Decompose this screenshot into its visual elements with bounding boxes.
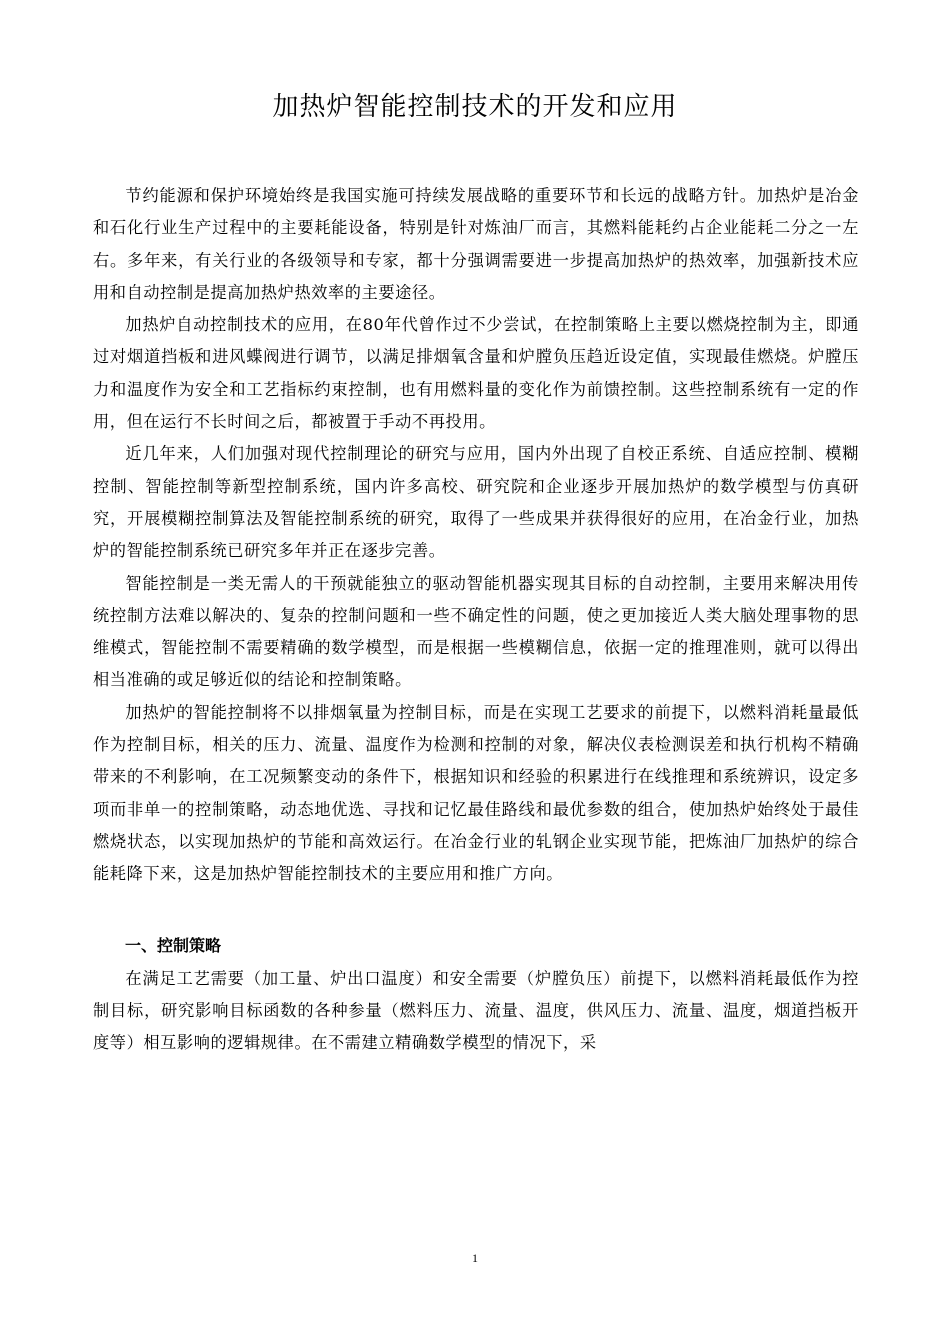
document-body: [93, 180, 859, 1059]
document-title: 加热炉智能控制技术的开发和应用: [272, 92, 678, 122]
intro-paragraph-3: 近几年来，人们加强对现代控制理论的研究与应用，国内外出现了自校正系统、自适应控制、模糊控制、智能控制等新型控制系统，国内许多高校、研究院和企业逐步开展加热炉的数学模型与仿真研究，开展模糊控制算法及智能控制系统的研究，取得了一些成果并获得很好的应用，在冶金行业，加热炉的智能控制系统已研究多年并正在逐步完善。: [93, 444, 859, 561]
page-number: 1: [472, 1251, 478, 1265]
intro-paragraph-2: 加热炉自动控制技术的应用，在80年代曾作过不少尝试，在控制策略上主要以燃烧控制为主，即通过对烟道挡板和进风蝶阀进行调节，以满足排烟氧含量和炉膛负压趋近设定值，实现最佳燃烧。炉膛压力和温度作为安全和工艺指标约束控制，也有用燃料量的变化作为前馈控制。这些控制系统有一定的作用，但在运行不长时间之后，都被置于手动不再投用。: [93, 315, 859, 432]
intro-paragraph-1: 节约能源和保护环境始终是我国实施可持续发展战略的重要环节和长远的战略方针。加热炉是冶金和石化行业生产过程中的主要耗能设备，特别是针对炼油厂而言，其燃料能耗约占企业能耗二分之一左右。多年来，有关行业的各级领导和专家，都十分强调需要进一步提高加热炉的热效率，加强新技术应用和自动控制是提高加热炉热效率的主要途径。: [93, 186, 859, 302]
section-heading-control-strategy: 一、控制策略: [125, 935, 222, 955]
intro-paragraph-4: 智能控制是一类无需人的干预就能独立的驱动智能机器实现其目标的自动控制，主要用来解决用传统控制方法难以解决的、复杂的控制问题和一些不确定性的问题，使之更加接近人类大脑处理事物的思维模式，智能控制不需要精确的数学模型，而是根据一些模糊信息，依据一定的推理准则，就可以得出相当准确的或足够近似的结论和控制策略。: [93, 573, 859, 690]
section-paragraph-1: 在满足工艺需要（加工量、炉出口温度）和安全需要（炉膛负压）前提下，以燃料消耗最低作为控制目标，研究影响目标函数的各种参量（燃料压力、流量、温度，供风压力、流量、温度，烟道挡板开度等）相互影响的逻辑规律。在不需建立精确数学模型的情况下，采: [93, 968, 859, 1053]
intro-paragraph-5: 加热炉的智能控制将不以排烟氧量为控制目标，而是在实现工艺要求的前提下，以燃料消耗量最低作为控制目标，相关的压力、流量、温度作为检测和控制的对象，解决仪表检测误差和执行机构不精确带来的不利影响，在工况频繁变动的条件下，根据知识和经验的积累进行在线推理和系统辨识，设定多项而非单一的控制策略，动态地优选、寻找和记忆最佳路线和最优参数的组合，使加热炉始终处于最佳燃烧状态，以实现加热炉的节能和高效运行。在冶金行业的轧钢企业实现节能，把炼油厂加热炉的综合能耗降下来，这是加热炉智能控制技术的主要应用和推广方向。: [93, 702, 859, 884]
